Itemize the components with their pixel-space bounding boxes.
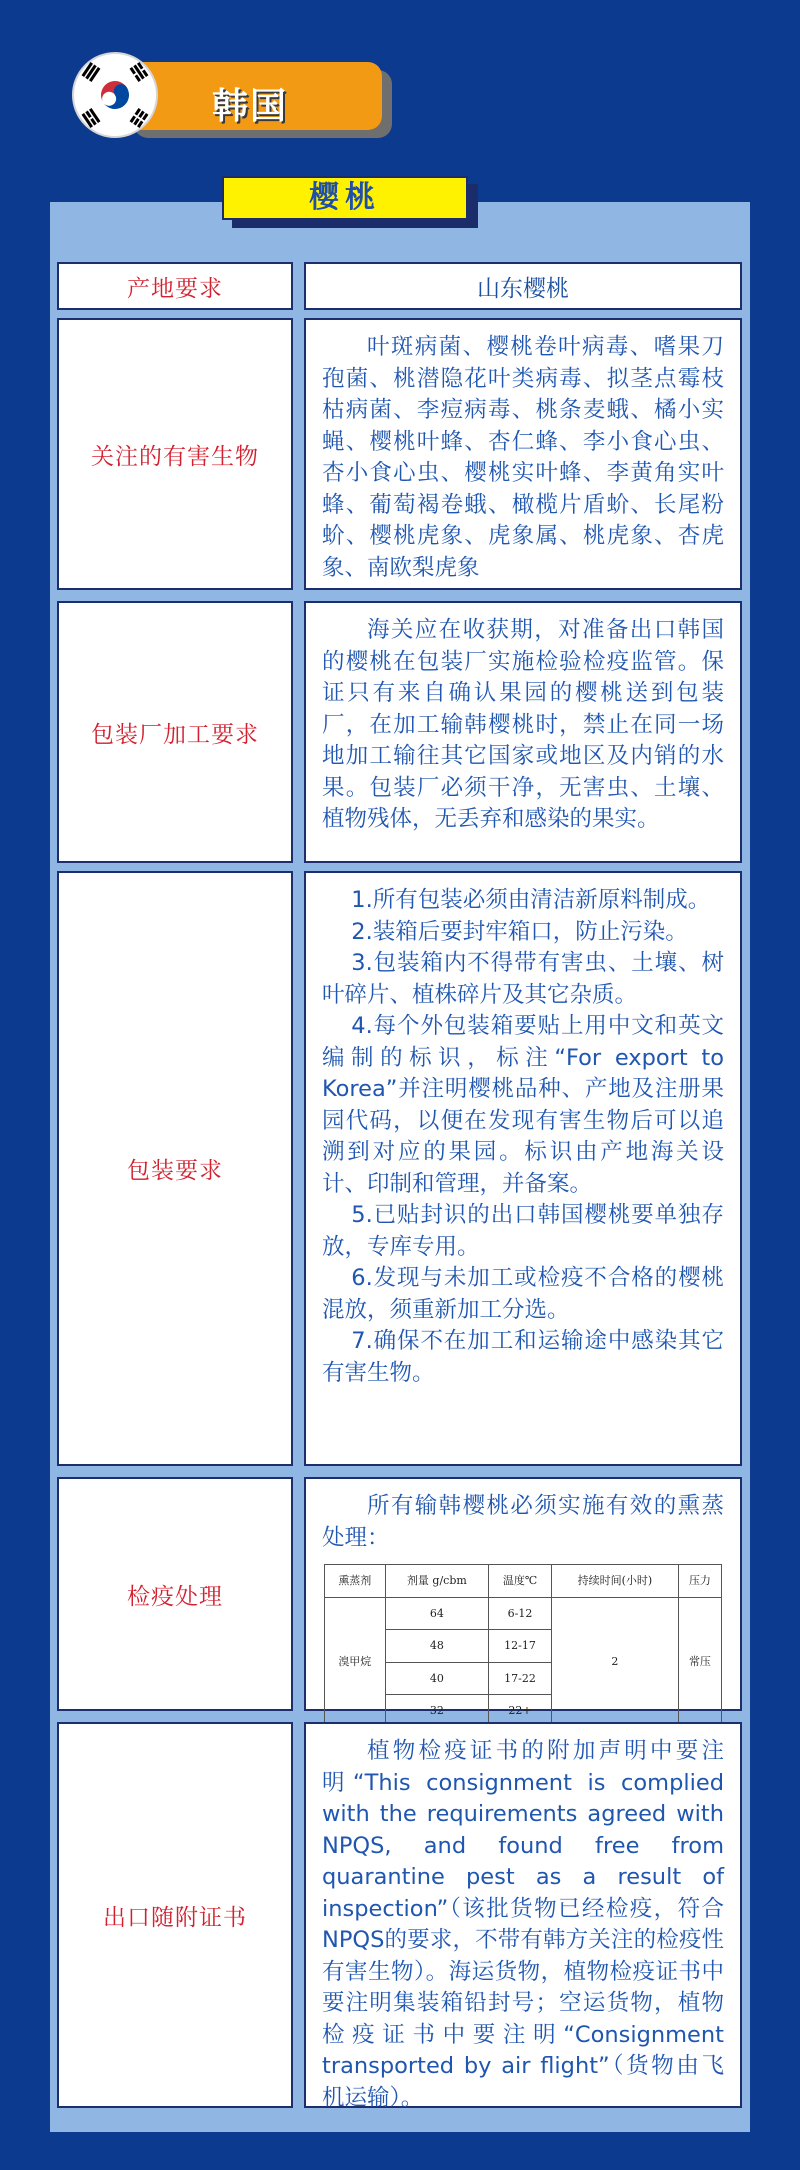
country-name: 韩国 — [212, 86, 289, 127]
quarantine-label: 检疫处理 — [57, 1477, 293, 1711]
packaging-item: 3.包装箱内不得带有害虫、土壤、树叶碎片、植株碎片及其它杂质。 — [322, 950, 724, 1008]
fumigant-cell: 溴甲烷 — [325, 1597, 386, 1727]
temp-cell: 6-12 — [489, 1597, 552, 1630]
pests-label: 关注的有害生物 — [57, 318, 293, 590]
packaging-item: 2.装箱后要封牢箱口，防止污染。 — [351, 918, 688, 945]
packaging-item: 7.确保不在加工和运输途中感染其它有害生物。 — [322, 1328, 724, 1386]
country-banner — [72, 52, 392, 138]
temp-cell: 12-17 — [489, 1630, 552, 1663]
dose-cell: 40 — [385, 1662, 489, 1695]
dose-cell: 48 — [385, 1630, 489, 1663]
quarantine-content — [304, 1477, 742, 1717]
packaging-item: 1.所有包装必须由清洁新原料制成。 — [351, 887, 711, 913]
origin-value: 山东樱桃 — [304, 262, 742, 310]
fumigation-header-cell: 持续时间(小时) — [551, 1565, 678, 1598]
certificate-content — [304, 1722, 742, 2111]
packaging-item: 5.已贴封识的出口韩国樱桃要单独存放，专库专用。 — [322, 1202, 724, 1260]
dose-cell: 32 — [385, 1695, 489, 1728]
fumigation-header-cell: 熏蒸剂 — [325, 1565, 386, 1598]
packaging-item: 6.发现与未加工或检疫不合格的樱桃混放，须重新加工分选。 — [322, 1265, 724, 1323]
pests-text: 叶斑病菌、樱桃卷叶病毒、嗜果刀孢菌、桃潜隐花叶类病毒、拟茎点霉枝枯病菌、李痘病毒、桃条麦蛾、橘小实蝇、樱桃叶蜂、杏仁蜂、李小食心虫、杏小食心虫、樱桃实叶蜂、李黄角实叶蜂、葡萄褐卷蛾、橄榄片盾蚧、长尾粉蚧、樱桃虎象、虎象属、桃虎象、杏虎象、南欧梨虎象 — [322, 334, 724, 581]
fruit-tag — [222, 176, 478, 228]
table-row — [325, 1597, 722, 1630]
temp-cell: 17-22 — [489, 1662, 552, 1695]
fumigation-header-cell: 压力 — [678, 1565, 721, 1598]
packing-house-text: 海关应在收获期，对准备出口韩国的樱桃在包装厂实施检验检疫监管。保证只有来自确认果园的樱桃送到包装厂，在加工输韩樱桃时，禁止在同一场地加工输往其它国家或地区及内销的水果。包装厂必须干净，无害虫、土壤、植物残体，无丢弃和感染的果实。 — [322, 617, 724, 832]
packaging-content — [304, 871, 742, 1466]
fumigation-table-header — [325, 1565, 722, 1598]
pressure-cell: 常压 — [678, 1597, 721, 1727]
packaging-item: 4.每个外包装箱要贴上用中文和英文编制的标识，标注“For export to Korea”并注明樱桃品种、产地及注册果园代码，以便在发现有害生物后可以追溯到对应的果园。标识由产地海关设计、印制和管理，并备案。 — [322, 1013, 724, 1197]
duration-cell: 2 — [551, 1597, 678, 1727]
origin-label: 产地要求 — [57, 262, 293, 310]
packing-house-content — [304, 601, 742, 863]
pests-content — [304, 318, 742, 590]
temp-cell: 22+ — [489, 1695, 552, 1728]
packaging-label: 包装要求 — [57, 871, 293, 1466]
fumigation-header-cell: 剂量 g/cbm — [385, 1565, 489, 1598]
fumigation-table — [324, 1564, 722, 1728]
fumigation-header-cell: 温度℃ — [489, 1565, 552, 1598]
quarantine-intro: 所有输韩樱桃必须实施有效的熏蒸处理： — [322, 1493, 724, 1551]
certificate-label: 出口随附证书 — [57, 1722, 293, 2108]
fruit-name: 樱桃 — [222, 176, 468, 220]
dose-cell: 64 — [385, 1597, 489, 1630]
certificate-text: 植物检疫证书的附加声明中要注明“This consignment is complied with the requirements agreed with NPQS, and found free from quarantine pest as a result of inspection”（该批货物已经检疫，符合NPQS的要求，不带有韩方关注的检疫性有害生物）。海运货物，植物检疫证书中要注明集装箱铅封号；空运货物，植物检疫证书中要注明“Consignment transported by air flight”（货物由飞机运输）。 — [322, 1738, 724, 2111]
south-korea-flag-icon — [72, 52, 158, 138]
packing-house-label: 包装厂加工要求 — [57, 601, 293, 863]
